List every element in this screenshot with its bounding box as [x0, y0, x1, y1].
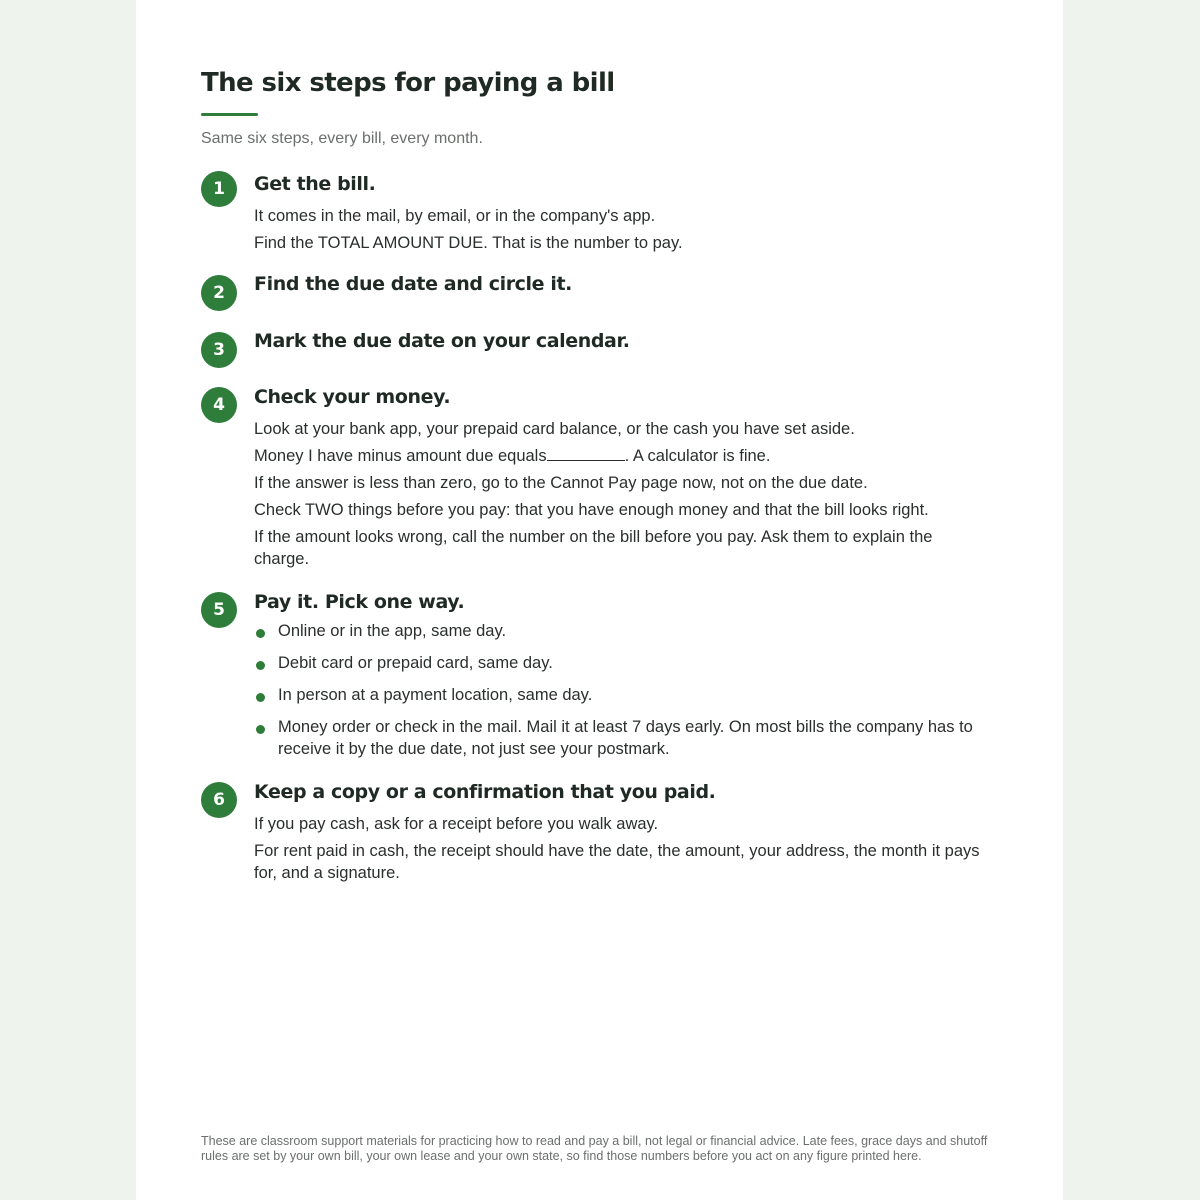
step-number-badge: 6	[201, 782, 237, 818]
list-item	[254, 684, 1001, 706]
title-underline	[201, 113, 258, 116]
step-number-badge: 1	[201, 171, 237, 207]
step-number-badge: 5	[201, 592, 237, 628]
list-item	[254, 652, 1001, 674]
step-4	[201, 381, 1001, 570]
step-text-with-blank	[254, 445, 1001, 467]
step-text: Check TWO things before you pay: that you have enough money and that the bill looks right.	[254, 501, 929, 519]
step-text: Find the TOTAL AMOUNT DUE. That is the number to pay.	[254, 234, 683, 252]
list-item-text: In person at a payment location, same day.	[278, 686, 593, 704]
step-text: Look at your bank app, your prepaid card balance, or the cash you have set aside.	[254, 420, 855, 438]
step-title: Check your money.	[254, 386, 451, 408]
disclaimer-footer: These are classroom support materials for practicing how to read and pay a bill, not legal or financial advice. Late fees, grace days and shutoff rules are set by your own bill, your own lease and your own state, so find those numbers before you act on any figure printed here.	[201, 1134, 988, 1163]
step-number-badge: 3	[201, 332, 237, 368]
bullet-dot-icon	[256, 693, 265, 702]
step-title: Pay it. Pick one way.	[254, 591, 465, 613]
step-3	[201, 325, 1001, 360]
step-number-badge: 4	[201, 387, 237, 423]
step-title: Find the due date and circle it.	[254, 273, 572, 295]
page-title: The six steps for paying a bill	[201, 68, 615, 98]
page-subtitle: Same six steps, every bill, every month.	[201, 130, 483, 147]
step-text: For rent paid in cash, the receipt should have the date, the amount, your address, the month it pays for, and a signature.	[254, 842, 980, 882]
step-title: Get the bill.	[254, 173, 376, 195]
bullet-dot-icon	[256, 629, 265, 638]
step-text: If you pay cash, ask for a receipt before you walk away.	[254, 815, 659, 833]
steps-list	[201, 168, 1001, 899]
list-item	[254, 620, 1001, 642]
equation-text: Money I have minus amount due equals	[254, 447, 547, 465]
list-item-text: Money order or check in the mail. Mail it at least 7 days early. On most bills the company has to receive it by the due date, not just see your postmark.	[278, 718, 973, 758]
fill-in-blank	[547, 446, 625, 461]
list-item	[254, 716, 978, 760]
step-text: If the answer is less than zero, go to the Cannot Pay page now, not on the due date.	[254, 474, 868, 492]
bullet-dot-icon	[256, 725, 265, 734]
step-5	[201, 586, 1001, 760]
document-page	[136, 0, 1063, 1200]
equation-suffix: . A calculator is fine.	[624, 447, 771, 465]
step-text: If the amount looks wrong, call the number on the bill before you pay. Ask them to explain the charge.	[254, 528, 933, 568]
list-item-text: Debit card or prepaid card, same day.	[278, 654, 553, 672]
step-title: Keep a copy or a confirmation that you paid.	[254, 781, 716, 803]
step-number-badge: 2	[201, 275, 237, 311]
bullet-dot-icon	[256, 661, 265, 670]
step-title: Mark the due date on your calendar.	[254, 330, 630, 352]
step-1	[201, 168, 1001, 254]
step-6	[201, 776, 1001, 884]
list-item-text: Online or in the app, same day.	[278, 622, 507, 640]
payment-options-list	[254, 620, 1001, 760]
step-2	[201, 268, 1001, 303]
step-text: It comes in the mail, by email, or in the company's app.	[254, 207, 656, 225]
